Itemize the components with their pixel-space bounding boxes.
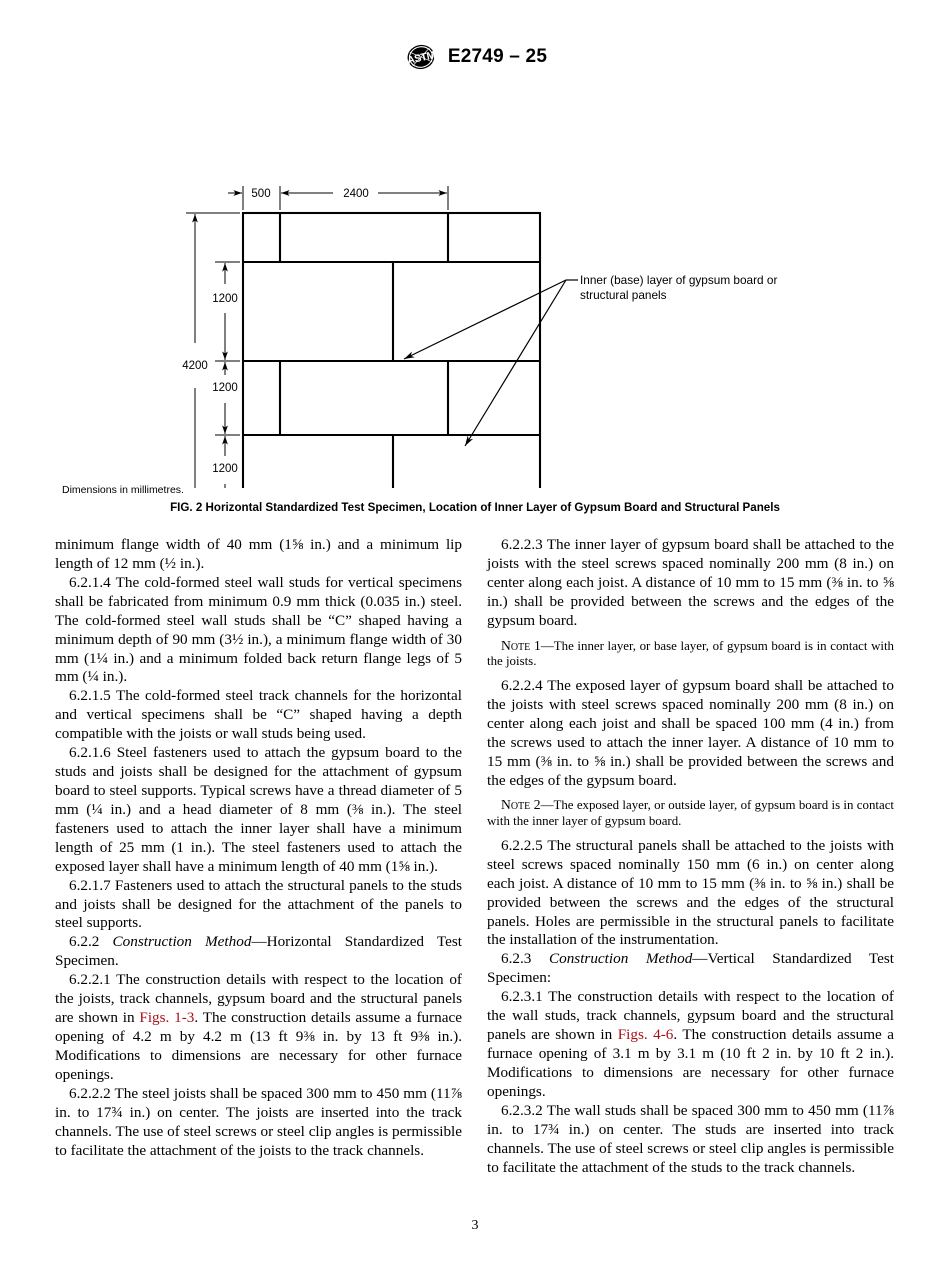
paragraph-6-2-2-5: 6.2.2.5 The structural panels shall be attached to the joists with steel screws spaced nominally 150 mm (6 in.) on center along each joist. A distance of 10 mm to 15 mm (⅜ in. to ⅝ in.) shall be provided between the screws and the edges of the structural panels. Holes are permissible in the structural panels to facilitate the installation of the instrumentation. bbox=[487, 836, 894, 949]
paragraph-6-2-3-1-text-a: 6.2.3.1 The construction details with respect to the location of the wall studs, track channels, gypsum board and the structural panels are shown in bbox=[487, 988, 894, 1044]
paragraph-6-2-3-1 bbox=[487, 988, 894, 1102]
note-2-label: Note 2 bbox=[501, 797, 541, 813]
figure-2-diagram bbox=[0, 88, 950, 488]
svg-text:ASTM: ASTM bbox=[406, 49, 437, 67]
annotation-label-line2: structural panels bbox=[580, 288, 667, 302]
dimension-1200-row2: 1200 bbox=[212, 382, 238, 394]
paragraph-6-2-1-4: 6.2.1.4 The cold-formed steel wall studs for vertical specimens shall be fabricated from minimum 0.9 mm thick (0.035 in.) steel. The cold-formed steel wall studs shall be “C” shaped having a minimum depth of 90 mm (3½ in.), a minimum flange width of 30 mm (1¼ in.) and a minimum folded back return flange legs of 5 mm (¼ in.). bbox=[55, 573, 462, 686]
paragraph-6-2-1-7: 6.2.1.7 Fasteners used to attach the structural panels to the studs and joists shall be designed for the attachment of the panels to steel supports. bbox=[55, 876, 462, 932]
cross-reference-figs-1-3[interactable]: Figs. 1-3 bbox=[139, 1009, 195, 1027]
note-2 bbox=[487, 797, 894, 829]
paragraph-6-2-2-text: —Horizontal Standardized Test Specimen. bbox=[55, 933, 463, 970]
paragraph-6-2-2-1-text-a: 6.2.2.1 The construction details with respect to the location of the joists, track channels, gypsum board and the structural panels are shown in bbox=[55, 971, 462, 1027]
dimension-1200-row1: 1200 bbox=[212, 293, 238, 305]
section-number-6-2-2: 6.2.2 bbox=[69, 933, 113, 951]
paragraph-6-2-2-2: 6.2.2.2 The steel joists shall be spaced 300 mm to 450 mm (11⅞ in. to 17¾ in.) on center. The joists are inserted into the track channels. The use of steel screws or steel clip angles is permissible to facilitate the attachment of the joists to the track channels. bbox=[55, 1084, 462, 1159]
right-column bbox=[487, 536, 894, 1177]
paragraph-6-2-3-2: 6.2.3.2 The wall studs shall be spaced 300 mm to 450 mm (11⅞ in. to 17¾ in.) on center. The studs are inserted into track channels. The use of steel screws or steel clip angles is permissible to facilitate the attachment of the studs to the track channels. bbox=[487, 1101, 894, 1176]
dimension-2400: 2400 bbox=[343, 188, 369, 200]
astm-logo-icon bbox=[403, 44, 439, 70]
paragraph-6-2-2-1 bbox=[55, 971, 462, 1085]
paragraph-6-2-3 bbox=[487, 950, 894, 988]
paragraph-6-2-3-1-text-b: . The construction details assume a furnace opening of 3.1 m by 3.1 m (10 ft 2 in. by 10 ft 2 in.). Modifications to dimensions are necessary for other furnace openings. bbox=[487, 1026, 895, 1100]
paragraph-6-2-2-4: 6.2.2.4 The exposed layer of gypsum board shall be attached to the joists with steel screws spaced nominally 200 mm (8 in.) on center along each joist and shall be spaced 100 mm (4 in.) from the screws used to attach the inner layer. A distance of 10 mm to 15 mm (⅜ in. to ⅝ in.) shall be provided between the screws and the edges of the gypsum board. bbox=[487, 676, 894, 789]
paragraph-6-2-1-5: 6.2.1.5 The cold-formed steel track channels for the horizontal and vertical specimens shall be “C” shaped having a depth compatible with the joists or wall studs being used. bbox=[55, 687, 462, 743]
cross-reference-figs-4-6[interactable]: Figs. 4-6 bbox=[617, 1026, 674, 1044]
left-column bbox=[55, 536, 462, 1177]
page-header bbox=[0, 44, 950, 70]
paragraph-6-2-3-text: —Vertical Standardized Test Specimen: bbox=[487, 950, 894, 987]
note-1 bbox=[487, 638, 894, 670]
paragraph-6-2-2-3: 6.2.2.3 The inner layer of gypsum board shall be attached to the joists with the steel screws spaced nominally 200 mm (8 in.) on center along each joist. A distance of 10 mm to 15 mm (⅜ in. to ⅝ in.) shall be provided between the screws and the edges of the gypsum board. bbox=[487, 536, 894, 629]
paragraph-6-2-1-3-continued: minimum flange width of 40 mm (1⅝ in.) and a minimum lip length of 12 mm (½ in.). bbox=[55, 536, 462, 572]
paragraph-6-2-1-6: 6.2.1.6 Steel fasteners used to attach the gypsum board to the studs and joists shall be designed for the attachment of gypsum board to steel supports. Typical screws have a thread diameter of 5 mm (¼ in.) and a head diameter of 8 mm (⅜ in.). The steel fasteners used to attach the inner layer shall have a minimum length of 25 mm (1 in.). The steel fasteners used to attach the exposed layer shall have a minimum length of 40 mm (1⅝ in.). bbox=[55, 744, 462, 875]
dimension-500: 500 bbox=[251, 188, 271, 200]
body-columns bbox=[55, 536, 895, 1177]
dimension-4200-height: 4200 bbox=[182, 360, 208, 372]
standard-designation: E2749 – 25 bbox=[447, 46, 548, 67]
dimension-1200-row3: 1200 bbox=[212, 463, 238, 475]
section-number-6-2-3: 6.2.3 bbox=[501, 950, 549, 968]
page-number: 3 bbox=[471, 1218, 479, 1233]
figure-caption: FIG. 2 Horizontal Standardized Test Specimen, Location of Inner Layer of Gypsum Board and Structural Panels bbox=[170, 501, 780, 514]
note-2-text: —The exposed layer, or outside layer, of gypsum board is in contact with the inner layer of gypsum board. bbox=[487, 798, 894, 829]
annotation-label-line1: Inner (base) layer of gypsum board or bbox=[580, 273, 778, 287]
note-1-label: Note 1 bbox=[501, 637, 541, 653]
term-construction-method-vertical: Construction Method bbox=[548, 950, 693, 968]
paragraph-6-2-2 bbox=[55, 933, 462, 971]
specimen-layout-drawing bbox=[0, 88, 950, 488]
paragraph-6-2-2-1-text-b: . The construction details assume a furnace opening of 4.2 m by 4.2 m (13 ft 9⅜ in. by 13 ft 9⅜ in.). Modifications to dimensions are necessary for other furnace openings. bbox=[55, 1009, 462, 1083]
figure-dimension-note: Dimensions in millimetres. bbox=[62, 484, 184, 496]
term-construction-method-horizontal: Construction Method bbox=[112, 933, 252, 951]
note-1-text: —The inner layer, or base layer, of gypsum board is in contact with the joists. bbox=[487, 638, 895, 669]
